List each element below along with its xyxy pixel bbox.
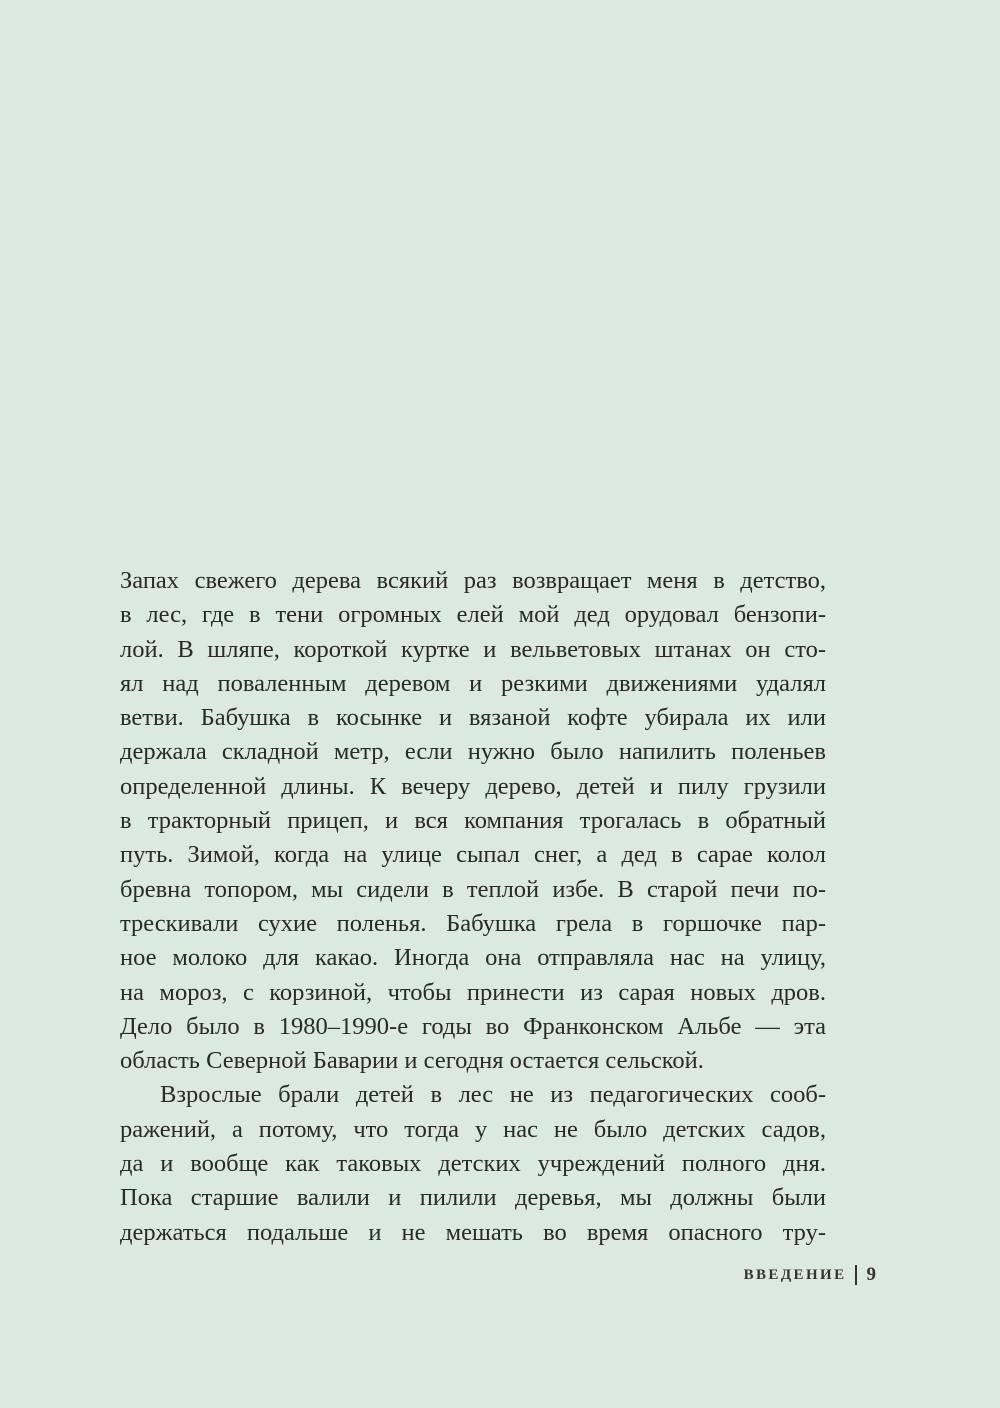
text-line: Запах свежего дерева всякий раз возвращает меня в детство, — [120, 567, 826, 594]
text-line-paragraph-start: Взрослые брали детей в лес не из педагогических сооб- — [160, 1081, 826, 1109]
text-line: путь. Зимой, когда на улице сыпал снег, а дед в сарае колол — [120, 841, 826, 869]
text-line: бревна топором, мы сидели в теплой избе. В старой печи по- — [120, 875, 826, 903]
text-line: ное молоко для какао. Иногда она отправляла нас на улицу, — [120, 944, 826, 972]
text-line: на мороз, с корзиной, чтобы принести из сарая новых дров. — [120, 978, 826, 1006]
text-line: ял над поваленным деревом и резкими движениями удалял — [120, 669, 826, 697]
text-line: трескивали сухие поленья. Бабушка грела в горшочке пар- — [120, 909, 826, 937]
text-line: Дело было в 1980–1990-е годы во Франконском Альбе — эта — [120, 1012, 826, 1040]
text-line-paragraph-end: область Северной Баварии и сегодня остается сельской. — [120, 1047, 704, 1075]
text-line: держала складной метр, если нужно было напилить поленьев — [120, 738, 826, 766]
text-line: да и вообще как таковых детских учреждений полного дня. — [120, 1150, 826, 1178]
text-line: Пока старшие валили и пилили деревья, мы должны были — [120, 1184, 826, 1212]
footer-divider — [855, 1265, 857, 1285]
page-number: 9 — [866, 1264, 876, 1285]
text-line: ветви. Бабушка в косынке и вязаной кофте убирала их или — [120, 704, 826, 732]
page-footer — [744, 1264, 876, 1286]
running-head: ВВЕДЕНИЕ — [743, 1266, 847, 1283]
text-line: определенной длины. К вечеру дерево, детей и пилу грузили — [120, 772, 826, 800]
text-line: в тракторный прицеп, и вся компания трогалась в обратный — [120, 807, 826, 835]
text-line: держаться подальше и не мешать во время опасного тру- — [120, 1218, 826, 1246]
body-text — [120, 564, 826, 1250]
text-line: лой. В шляпе, короткой куртке и вельветовых штанах он сто- — [120, 635, 826, 663]
text-line: ражений, а потому, что тогда у нас не было детских садов, — [120, 1115, 826, 1143]
text-line: в лес, где в тени огромных елей мой дед орудовал бензопи- — [120, 601, 826, 629]
